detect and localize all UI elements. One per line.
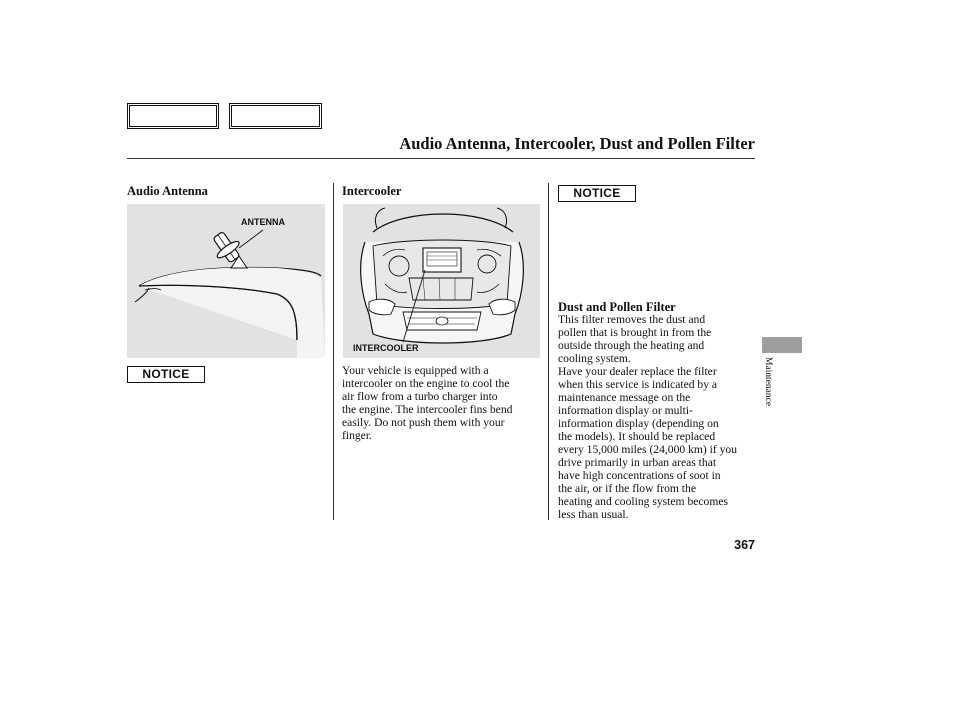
text-line: cooling system. (558, 352, 631, 365)
section-side-label: Maintenance (763, 357, 773, 407)
text-line: This filter removes the dust and (558, 313, 706, 326)
text-line: air flow from a turbo charger into (342, 390, 498, 403)
text-line: every 15,000 miles (24,000 km) if you (558, 443, 738, 456)
text-line: less than usual. (558, 508, 629, 521)
text-line: pollen that is brought in from the (558, 326, 712, 339)
text-line: information display (depending on (558, 417, 719, 430)
audio-antenna-heading: Audio Antenna (127, 184, 208, 198)
intercooler-figure (343, 204, 540, 358)
text-line: information display or multi- (558, 404, 693, 417)
nav-button-index[interactable] (229, 103, 322, 129)
antenna-callout-label: ANTENNA (241, 217, 285, 227)
dust-pollen-filter-heading: Dust and Pollen Filter (558, 300, 676, 314)
intercooler-callout-label: INTERCOOLER (353, 343, 419, 353)
text-line: heating and cooling system becomes (558, 495, 729, 508)
text-line: Your vehicle is equipped with a (342, 364, 489, 377)
text-line: the air, or if the flow from the (558, 482, 696, 495)
text-line: intercooler on the engine to cool the (342, 377, 510, 390)
text-line: easily. Do not push them with your (342, 416, 505, 429)
antenna-illustration (127, 204, 325, 358)
text-line: finger. (342, 429, 372, 442)
engine-bay-illustration (343, 204, 540, 358)
text-line: the engine. The intercooler fins bend (342, 403, 513, 416)
title-divider (127, 158, 755, 159)
text-line: drive primarily in urban areas that (558, 456, 717, 469)
nav-button-contents[interactable] (127, 103, 219, 129)
filter-notice-badge: NOTICE (558, 185, 636, 202)
page-number: 367 (734, 538, 755, 552)
filter-description (558, 313, 737, 521)
column-divider-2 (548, 183, 549, 520)
text-line: Have your dealer replace the filter (558, 365, 717, 378)
intercooler-heading: Intercooler (342, 184, 402, 198)
page-title: Audio Antenna, Intercooler, Dust and Pollen Filter (399, 134, 755, 153)
text-line: have high concentrations of soot in (558, 469, 721, 482)
antenna-figure (127, 204, 325, 358)
text-line: outside through the heating and (558, 339, 705, 352)
text-line: when this service is indicated by a (558, 378, 718, 391)
section-side-tab[interactable] (762, 337, 802, 353)
text-line: the models). It should be replaced (558, 430, 716, 443)
column-divider-1 (333, 183, 334, 520)
intercooler-description (342, 364, 512, 442)
text-line: maintenance message on the (558, 391, 691, 404)
antenna-notice-badge: NOTICE (127, 366, 205, 383)
